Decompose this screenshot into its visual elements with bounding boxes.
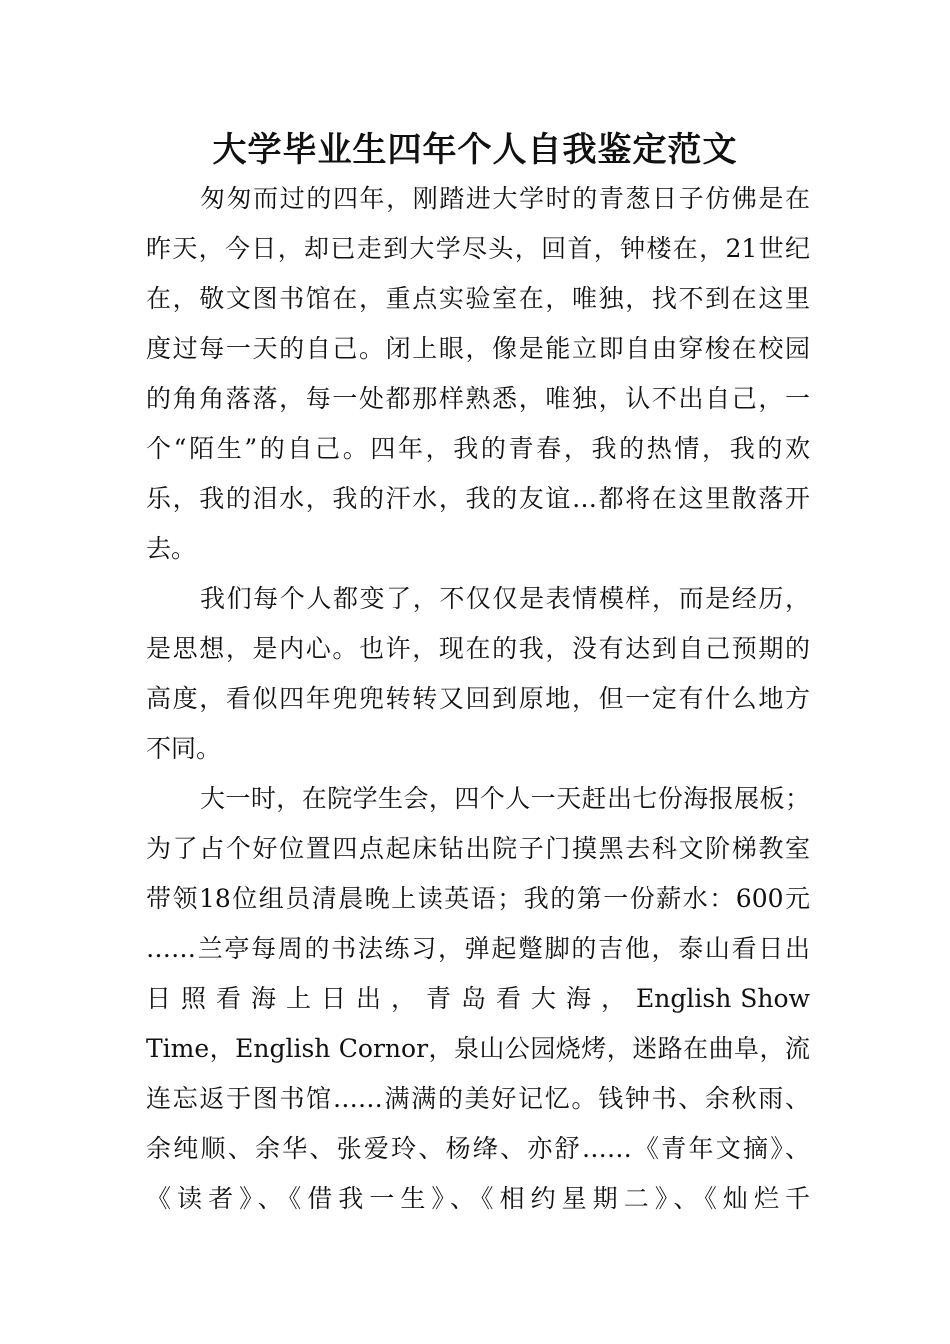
- text-line: 度过每一天的自己。闭上眼，像是能立即自由穿梭在校园: [146, 334, 810, 363]
- paragraph-2: [146, 574, 810, 774]
- paragraph-3: [146, 774, 810, 1224]
- text-line: 《读者》、《借我一生》、《相约星期二》、《灿烂千: [146, 1184, 810, 1213]
- text-line: 去。: [146, 534, 197, 563]
- text-line: 高度，看似四年兜兜转转又回到原地，但一定有什么地方: [146, 684, 810, 713]
- text-line: Time，English Cornor，泉山公园烧烤，迷路在曲阜，流: [146, 1034, 810, 1063]
- text-line: 日 照 看 海 上 日 出 ， 青 岛 看 大 海 ， English Show: [146, 984, 810, 1013]
- text-line: 在，敬文图书馆在，重点实验室在，唯独，找不到在这里: [146, 284, 810, 313]
- text-line: 昨天，今日，却已走到大学尽头，回首，钟楼在，21世纪: [146, 234, 810, 263]
- text-line: 匆匆而过的四年，刚踏进大学时的青葱日子仿佛是在: [200, 184, 810, 213]
- text-line: 乐，我的泪水，我的汗水，我的友谊…都将在这里散落开: [146, 484, 810, 513]
- text-line: 个“陌生”的自己。四年，我的青春，我的热情，我的欢: [146, 434, 810, 463]
- text-line: 为了占个好位置四点起床钻出院子门摸黑去科文阶梯教室: [146, 834, 810, 863]
- text-line: 大一时，在院学生会，四个人一天赶出七份海报展板；: [200, 784, 810, 813]
- paragraph-1: [146, 174, 810, 574]
- text-line: 余纯顺、余华、张爱玲、杨绛、亦舒……《青年文摘》、: [146, 1134, 810, 1163]
- text-line: ……兰亭每周的书法练习，弹起蹩脚的吉他，泰山看日出: [146, 934, 810, 963]
- text-line: 连忘返于图书馆……满满的美好记忆。钱钟书、余秋雨、: [146, 1084, 810, 1113]
- text-line: 我们每个人都变了，不仅仅是表情模样，而是经历，: [200, 584, 810, 613]
- document-title: 大学毕业生四年个人自我鉴定范文: [212, 130, 738, 170]
- text-line: 不同。: [146, 734, 222, 763]
- document-body: [146, 174, 810, 1224]
- text-line: 带领18位组员清晨晚上读英语；我的第一份薪水：600元: [146, 884, 810, 913]
- text-line: 是思想，是内心。也许，现在的我，没有达到自己预期的: [146, 634, 810, 663]
- text-line: 的角角落落，每一处都那样熟悉，唯独，认不出自己，一: [146, 384, 810, 413]
